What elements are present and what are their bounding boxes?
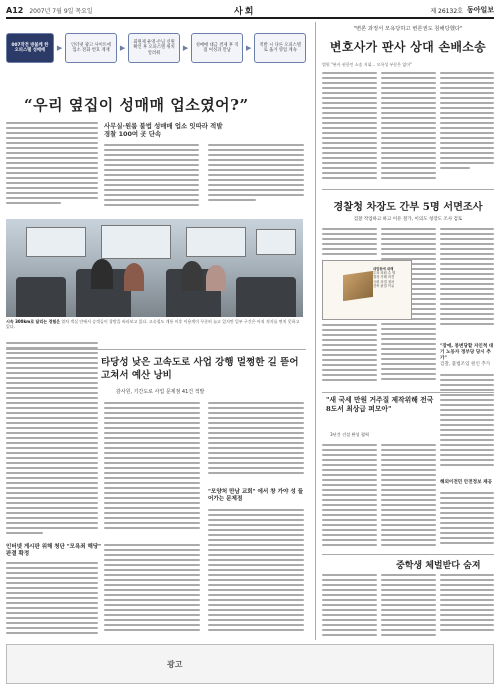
article-column <box>381 444 436 552</box>
police-subhead: 검찰 작업하고 하고 이유 철가, 이의도 청장도 조사 검토 <box>353 217 463 222</box>
masthead-rule <box>6 17 494 19</box>
side-item: 해외이전민 안전정보 제공 <box>440 480 493 485</box>
construct-headline: "새 국세 만원 거주질 제작위해 전국 8도서 최상급 퍼모아" <box>326 396 434 413</box>
advertisement[interactable] <box>6 644 494 684</box>
arrow-icon: ▶ <box>245 44 252 52</box>
photo-caption: 시속 300km로 달리는 경험은 열차 객실 안에서 승객들이 창밖을 바라보고 있다. 고속철도 개통 이후 이용객이 꾸준히 늘고 있지만 일부 구간은 아직 적자를 면치 못하고 있다. <box>6 319 300 329</box>
article-column <box>6 122 98 214</box>
brief-headline: 인터넷 게시판 위해 청단 "모욕죄 해당" 판결 확정 <box>6 544 102 557</box>
article-column <box>322 574 377 640</box>
newspaper-page <box>6 4 494 687</box>
page-number: A12 <box>6 5 24 15</box>
article-column <box>440 374 494 474</box>
article-column <box>381 72 436 184</box>
box-headline: "모양처 만남 교회" 에서 창 가야 성 들어가는 문제점 <box>208 489 304 502</box>
section-divider <box>6 349 306 350</box>
masthead <box>6 4 494 16</box>
article-column <box>104 402 200 537</box>
article-column <box>104 544 200 640</box>
article-column <box>440 574 494 640</box>
section-divider <box>322 554 494 555</box>
side-item: "장애, 봉변당할 자인척 대기 노동자 정부당 당시 추가" 검찰, 불법조업 원인 추가 <box>440 344 494 367</box>
building-icon <box>343 271 373 301</box>
article-column <box>322 72 377 184</box>
inset-table: 대법원에 대해 투표 의원 수 명 결정 사례 의견 국회 의결 절차 건축 판결 이유 <box>373 267 396 288</box>
flow-box: 성매매 대금 결제 후 직접 여성과 만남 <box>191 33 243 63</box>
section-title: 사회 <box>234 7 256 17</box>
article-column <box>322 444 377 552</box>
section-divider <box>322 189 494 190</box>
ad-label: 광고 <box>167 660 183 669</box>
construct-subhead: 3년간 건설 완성 협력 <box>330 432 370 437</box>
school-headline: 중학생 체벌받다 숨져 <box>396 561 481 571</box>
flow-box: 인터넷 광고 사이트에 업소 전화 번호 게재 <box>65 33 117 63</box>
article-column <box>104 144 199 214</box>
court-inset <box>322 260 412 320</box>
lawyer-kicker: "변론 과정서 모욕당하고 변론권도 침해당했다" <box>353 26 463 32</box>
article-subhead: 사무실·원룸 불법 성매매 업소 잇따라 적발 경찰 100여 곳 단속 <box>104 122 223 138</box>
train-photo <box>6 219 303 317</box>
police-headline: 경찰청 차장도 간부 5명 서면조사 <box>333 201 483 213</box>
paper-logo: 동아일보 <box>466 6 494 14</box>
rail-subhead: 감사원, 기간도로 사업 문제점 41건 적발 <box>116 389 205 395</box>
article-column <box>440 72 494 184</box>
lawyer-byline: 법원 "판사 권한인 소송 지휘… 모욕성 부분은 없어" <box>322 62 412 67</box>
article-column <box>322 228 377 258</box>
article-column <box>440 492 494 552</box>
flow-box: 적발 시 다른 오피스텔로 옮겨 영업 계속 <box>254 33 306 63</box>
article-column <box>208 144 304 214</box>
main-headline: “우리 옆집이 성매매 업소였어?” <box>24 96 249 114</box>
issue-number: 제 26132호 <box>430 7 463 15</box>
article-column <box>208 402 304 482</box>
rail-headline: 타당성 낮은 고속도로 사업 강행 멀쩡한 길 뜯어고쳐서 예산 낭비 <box>101 357 299 381</box>
article-column <box>322 324 377 388</box>
article-column <box>208 509 304 639</box>
article-column <box>381 574 436 640</box>
arrow-icon: ▶ <box>119 44 126 52</box>
arrow-icon: ▶ <box>56 44 63 52</box>
column-divider <box>315 22 316 640</box>
issue-date: 2007년 7월 9일 목요일 <box>29 7 93 15</box>
flow-box: 회원제 운영·손님 신원 확인 후 오피스텔 위치 알려줘 <box>128 33 180 63</box>
flow-diagram <box>6 22 306 74</box>
arrow-icon: ▶ <box>182 44 189 52</box>
article-column <box>6 342 98 542</box>
article-column <box>6 562 98 640</box>
article-column <box>440 228 494 338</box>
flow-box-title: 007작전 방불케 한 오피스텔 성매매 <box>6 33 54 63</box>
lawyer-headline: 변호사가 판사 상대 손배소송 <box>329 40 487 54</box>
